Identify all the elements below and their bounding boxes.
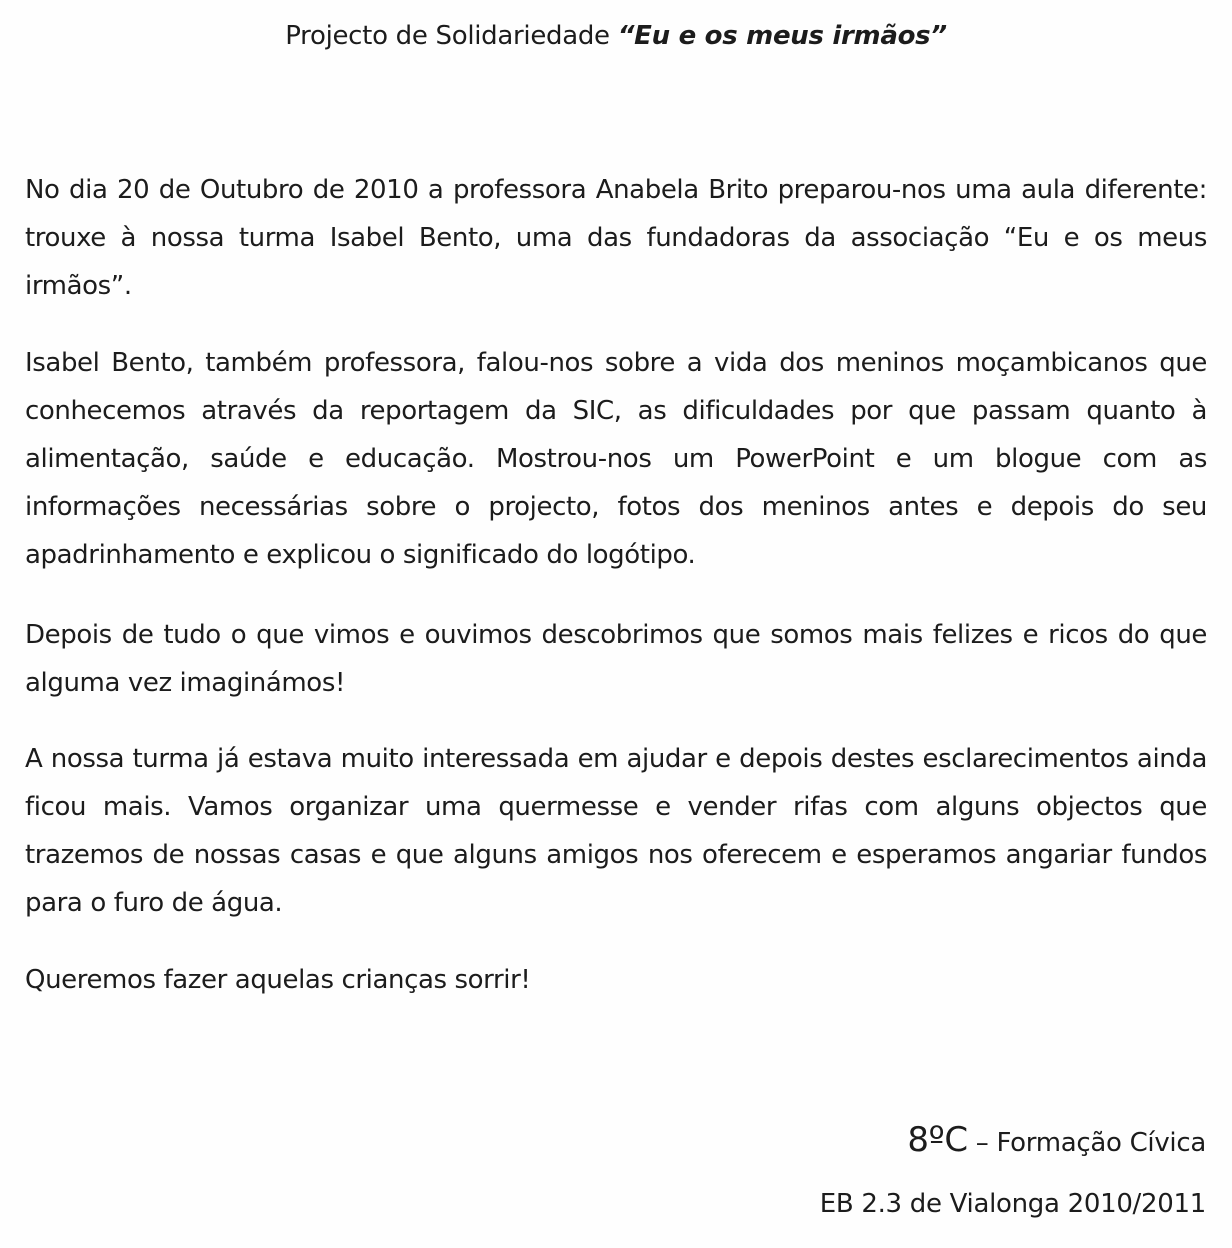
paragraph-1: No dia 20 de Outubro de 2010 a professora Anabela Brito preparou-nos uma aula diferente: trouxe à nossa turma Isabel Bento, uma das fundadoras da associação “Eu e os meus irmãos”. xyxy=(25,175,1207,301)
paragraph-3: Depois de tudo o que vimos e ouvimos descobrimos que somos mais felizes e ricos do que alguma vez imaginámos! xyxy=(25,620,1207,698)
document-title xyxy=(0,18,1232,54)
signature-school: EB 2.3 de Vialonga 2010/2011 xyxy=(819,1189,1206,1219)
title-prefix: Projecto de Solidariedade xyxy=(285,21,618,51)
subject-name: – Formação Cívica xyxy=(967,1128,1206,1158)
paragraph-5: Queremos fazer aquelas crianças sorrir! xyxy=(25,965,531,995)
paragraph-2: Isabel Bento, também professora, falou-nos sobre a vida dos meninos moçambicanos que conhecemos através da reportagem da SIC, as dificuldades por que passam quanto à alimentação, saúde e educação. Mostrou-nos um PowerPoint e um blogue com as informações necessárias sobre o projecto, fotos dos meninos antes e depois do seu apadrinhamento e explicou o significado do logótipo. xyxy=(25,348,1207,570)
class-name: 8ºC xyxy=(907,1120,968,1160)
signature-class xyxy=(907,1116,1206,1167)
title-project-name: “Eu e os meus irmãos” xyxy=(617,21,947,51)
paragraph-4: A nossa turma já estava muito interessada em ajudar e depois destes esclarecimentos ainda ficou mais. Vamos organizar uma quermesse e vender rifas com alguns objectos que trazemos de nossas casas e que alguns amigos nos oferecem e esperamos angariar fundos para o furo de água. xyxy=(25,744,1207,918)
